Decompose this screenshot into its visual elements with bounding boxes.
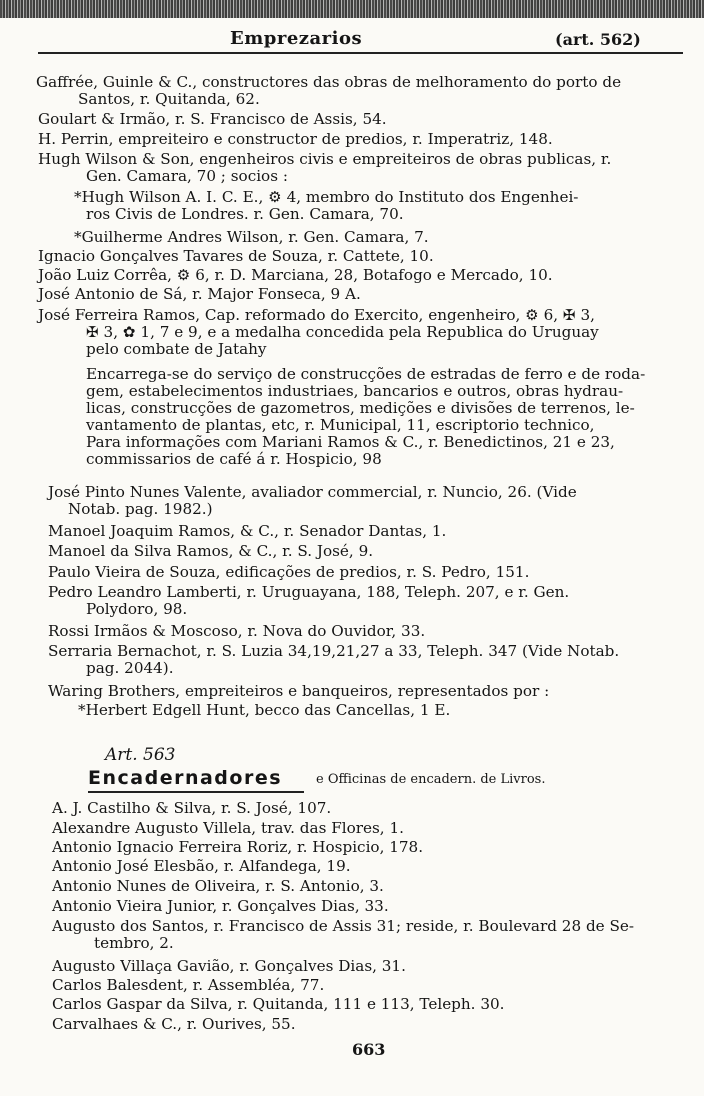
entry-perrin: H. Perrin, empreiteiro e constructor de predios, r. Imperatriz, 148. xyxy=(38,130,553,148)
entry-jose-ferreira-ramos: José Ferreira Ramos, Cap. reformado do Exercito, engenheiro, ⚙ 6, ✠ 3, ✠ 3, ✿ 1, 7 e 9, e a medalha concedida pela Republica do Uruguay pelo combate de Jatahy xyxy=(38,306,599,358)
section-heading xyxy=(0,767,704,791)
header-rule xyxy=(38,52,683,54)
entry-waring-brothers: Waring Brothers, empreiteiros e banqueiros, representados por : xyxy=(48,682,550,700)
section-entry-castilho: A. J. Castilho & Silva, r. S. José, 107. xyxy=(52,799,332,817)
scan-edge-noise xyxy=(0,0,704,18)
entry-jose-antonio-sa: José Antonio de Sá, r. Major Fonseca, 9 A. xyxy=(38,285,361,303)
entry-manoel-silva-ramos: Manoel da Silva Ramos, & C., r. S. José, 9. xyxy=(48,542,374,560)
entry-joao-correa: João Luiz Corrêa, ⚙ 6, r. D. Marciana, 28, Botafogo e Mercado, 10. xyxy=(38,266,553,284)
entry-rossi-irmaos: Rossi Irmãos & Moscoso, r. Nova do Ouvidor, 33. xyxy=(48,622,426,640)
entry-guilherme-wilson: *Guilherme Andres Wilson, r. Gen. Camara, 7. xyxy=(74,228,429,246)
entry-goulart: Goulart & Irmão, r. S. Francisco de Assis, 54. xyxy=(38,110,387,128)
entry-paulo-vieira: Paulo Vieira de Souza, edificações de predios, r. S. Pedro, 151. xyxy=(48,563,530,581)
section-article: Art. 563 xyxy=(105,745,176,765)
page-number: 663 xyxy=(352,1040,386,1059)
entry-herbert-hunt: *Herbert Edgell Hunt, becco das Cancellas, 1 E. xyxy=(78,701,451,719)
header-title: Emprezarios xyxy=(230,28,363,49)
entry-hugh-wilson-partner: *Hugh Wilson A. I. C. E., ⚙ 4, membro do Instituto dos Engenhei- ros Civis de Londres. r. Gen. Camara, 70. xyxy=(74,188,579,223)
section-entry-augusto-santos: Augusto dos Santos, r. Francisco de Assis 31; reside, r. Boulevard 28 de Se- tembro, 2. xyxy=(52,917,635,952)
entry-ignacio-goncalves: Ignacio Gonçalves Tavares de Souza, r. Cattete, 10. xyxy=(38,247,434,265)
entry-gaffree: Gaffrée, Guinle & C., constructores das obras de melhoramento do porto de Santos, r. Quitanda, 62. xyxy=(36,73,622,108)
entry-jose-ferreira-ramos-services: Encarrega-se do serviço de construcções de estradas de ferro e de roda- gem, estabelecimentos industriaes, bancarios e outros, obras hydrau- licas, construcções de gazometros, medições e divisões de terrenos, le- vantamento de plantas, etc, r. Municipal, 11, escriptorio technico, Para informações com Mariani Ramos & C., r. Benedictinos, 21 e 23, commissarios de café á r. Hospicio, 98 xyxy=(86,365,646,468)
section-entry-nunes-oliveira: Antonio Nunes de Oliveira, r. S. Antonio, 3. xyxy=(52,877,384,895)
header-article: (art. 562) xyxy=(555,30,641,49)
section-title-underline xyxy=(88,791,304,793)
section-entry-elesbao: Antonio José Elesbão, r. Alfandega, 19. xyxy=(52,857,351,875)
section-entry-villela: Alexandre Augusto Villela, trav. das Flores, 1. xyxy=(52,819,404,837)
section-entry-roriz: Antonio Ignacio Ferreira Roriz, r. Hospicio, 178. xyxy=(52,838,424,856)
running-header xyxy=(0,28,704,52)
section-entry-vieira-junior: Antonio Vieira Junior, r. Gonçalves Dias, 33. xyxy=(52,897,389,915)
entry-hugh-wilson-son: Hugh Wilson & Son, engenheiros civis e empreiteiros de obras publicas, r. Gen. Camara, 70 ; socios : xyxy=(38,150,612,185)
entry-pedro-lamberti: Pedro Leandro Lamberti, r. Uruguayana, 188, Teleph. 207, e r. Gen. Polydoro, 98. xyxy=(48,583,570,618)
section-entry-balesdent: Carlos Balesdent, r. Assembléa, 77. xyxy=(52,976,325,994)
section-entry-gaspar-silva: Carlos Gaspar da Silva, r. Quitanda, 111 e 113, Teleph. 30. xyxy=(52,995,505,1013)
entry-jose-pinto-nunes: José Pinto Nunes Valente, avaliador commercial, r. Nuncio, 26. (Vide Notab. pag. 1982.) xyxy=(48,483,577,518)
section-title: Encadernadores xyxy=(88,767,283,789)
entry-manoel-joaquim-ramos: Manoel Joaquim Ramos, & C., r. Senador Dantas, 1. xyxy=(48,522,447,540)
section-entry-carvalhaes: Carvalhaes & C., r. Ourives, 55. xyxy=(52,1015,296,1033)
entry-serraria-bernachot: Serraria Bernachot, r. S. Luzia 34,19,21,27 a 33, Teleph. 347 (Vide Notab. pag. 2044). xyxy=(48,642,620,677)
section-entry-gaviao: Augusto Villaça Gavião, r. Gonçalves Dias, 31. xyxy=(52,957,406,975)
section-subtitle: e Officinas de encadern. de Livros. xyxy=(316,772,546,787)
